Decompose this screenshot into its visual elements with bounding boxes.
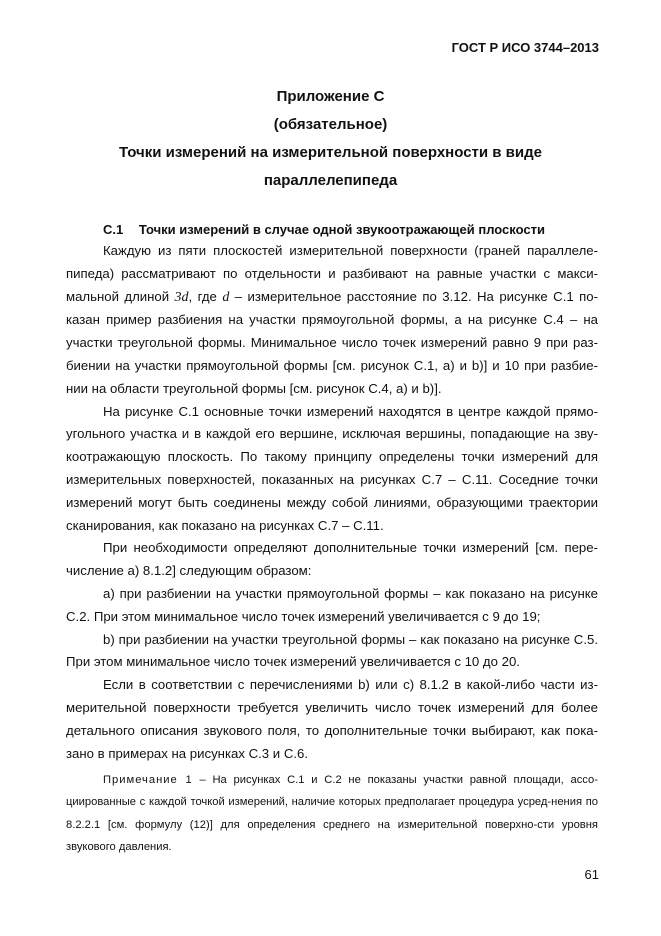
appendix-title: Приложение C: [276, 88, 385, 105]
paragraph-6: Если в соответствии с перечислениями b) или с) 8.1.2 в какой-либо части из-мерительной поверхности требуется увеличить число точек измерений для более детального описания звукового поля, то дополнительные точки выбирают, как пока-зано в примерах на рисунках С.3 и С.6.: [66, 677, 598, 761]
appendix-status: (обязательное): [273, 116, 388, 133]
list-item-a: а) при разбиении на участки прямоугольной формы – как показано на рисунке С.2. При этом минимальное число точек измерений увеличивается с 9 до 19;: [66, 585, 598, 624]
note-paragraph: [66, 769, 598, 859]
note-label: Примечание 1: [103, 774, 193, 786]
paragraph-1: [66, 240, 598, 401]
formula-var-d: d: [222, 289, 230, 305]
note-text: – На рисунках С.1 и С.2 не показаны участки равной площади, ассо-циированные с каждой точкой измерений, наличие которых предполагает процедура усред-нения по 8.2.2.1 [см. формулу (12)] для определения среднего на измерительной поверхно-сти уровня звукового давления.: [66, 774, 598, 854]
section-heading: [103, 222, 545, 237]
note: [66, 769, 598, 859]
formula-var-3d: 3d: [174, 289, 189, 305]
paragraph-1-part-c: – измерительное расстояние по 3.12. На рисунке С.1 по-казан пример разбиения на участки прямоугольной формы, а на рисунке С.4 – на участки треугольной формы. Минимальное число точек измерений равно 9 при раз-биении на участки прямоугольной формы [см. рисунок С.1, а) и b)] и 10 при разбие-нии на области треугольной формы [см. рисунок С.4, а) и b)].: [66, 288, 598, 396]
paragraph-1-part-a: Каждую из пяти плоскостей измерительной поверхности (граней параллеле-пипеда) рассматривают по отдельности и разбивают на равные участки с макси-мальной длиной: [66, 243, 598, 304]
appendix-heading-line1: Точки измерений на измерительной поверхности в виде: [119, 144, 542, 161]
section-number: C.1: [103, 222, 124, 237]
body-text: [66, 240, 598, 765]
list-item-b: b) при разбиении на участки треугольной формы – как показано на рисунке С.5. При этом минимальное число точек измерений увеличивается с 10 до 20.: [66, 631, 598, 670]
paragraph-1-part-b: , где: [188, 288, 223, 304]
document-code-header: ГОСТ Р ИСО 3744–2013: [451, 40, 599, 55]
page-number: 61: [584, 867, 599, 882]
section-title: Точки измерений в случае одной звукоотражающей плоскости: [138, 222, 545, 237]
paragraph-3: При необходимости определяют дополнительные точки измерений [см. пере-числение а) 8.1.2] следующим образом:: [66, 540, 598, 579]
paragraph-2: На рисунке С.1 основные точки измерений находятся в центре каждой прямо-угольного участка и в каждой его вершине, исключая вершины, попадающие на зву-коотражающую плоскость. По такому принципу определены точки измерений для измерительных поверхностей, показанных на рисунках С.7 – С.11. Соседние точки измерений могут быть соединены между собой линиями, образующими траектории сканирования, как показано на рисунках С.7 – С.11.: [66, 403, 598, 533]
appendix-heading-line2: параллелепипеда: [263, 172, 398, 189]
